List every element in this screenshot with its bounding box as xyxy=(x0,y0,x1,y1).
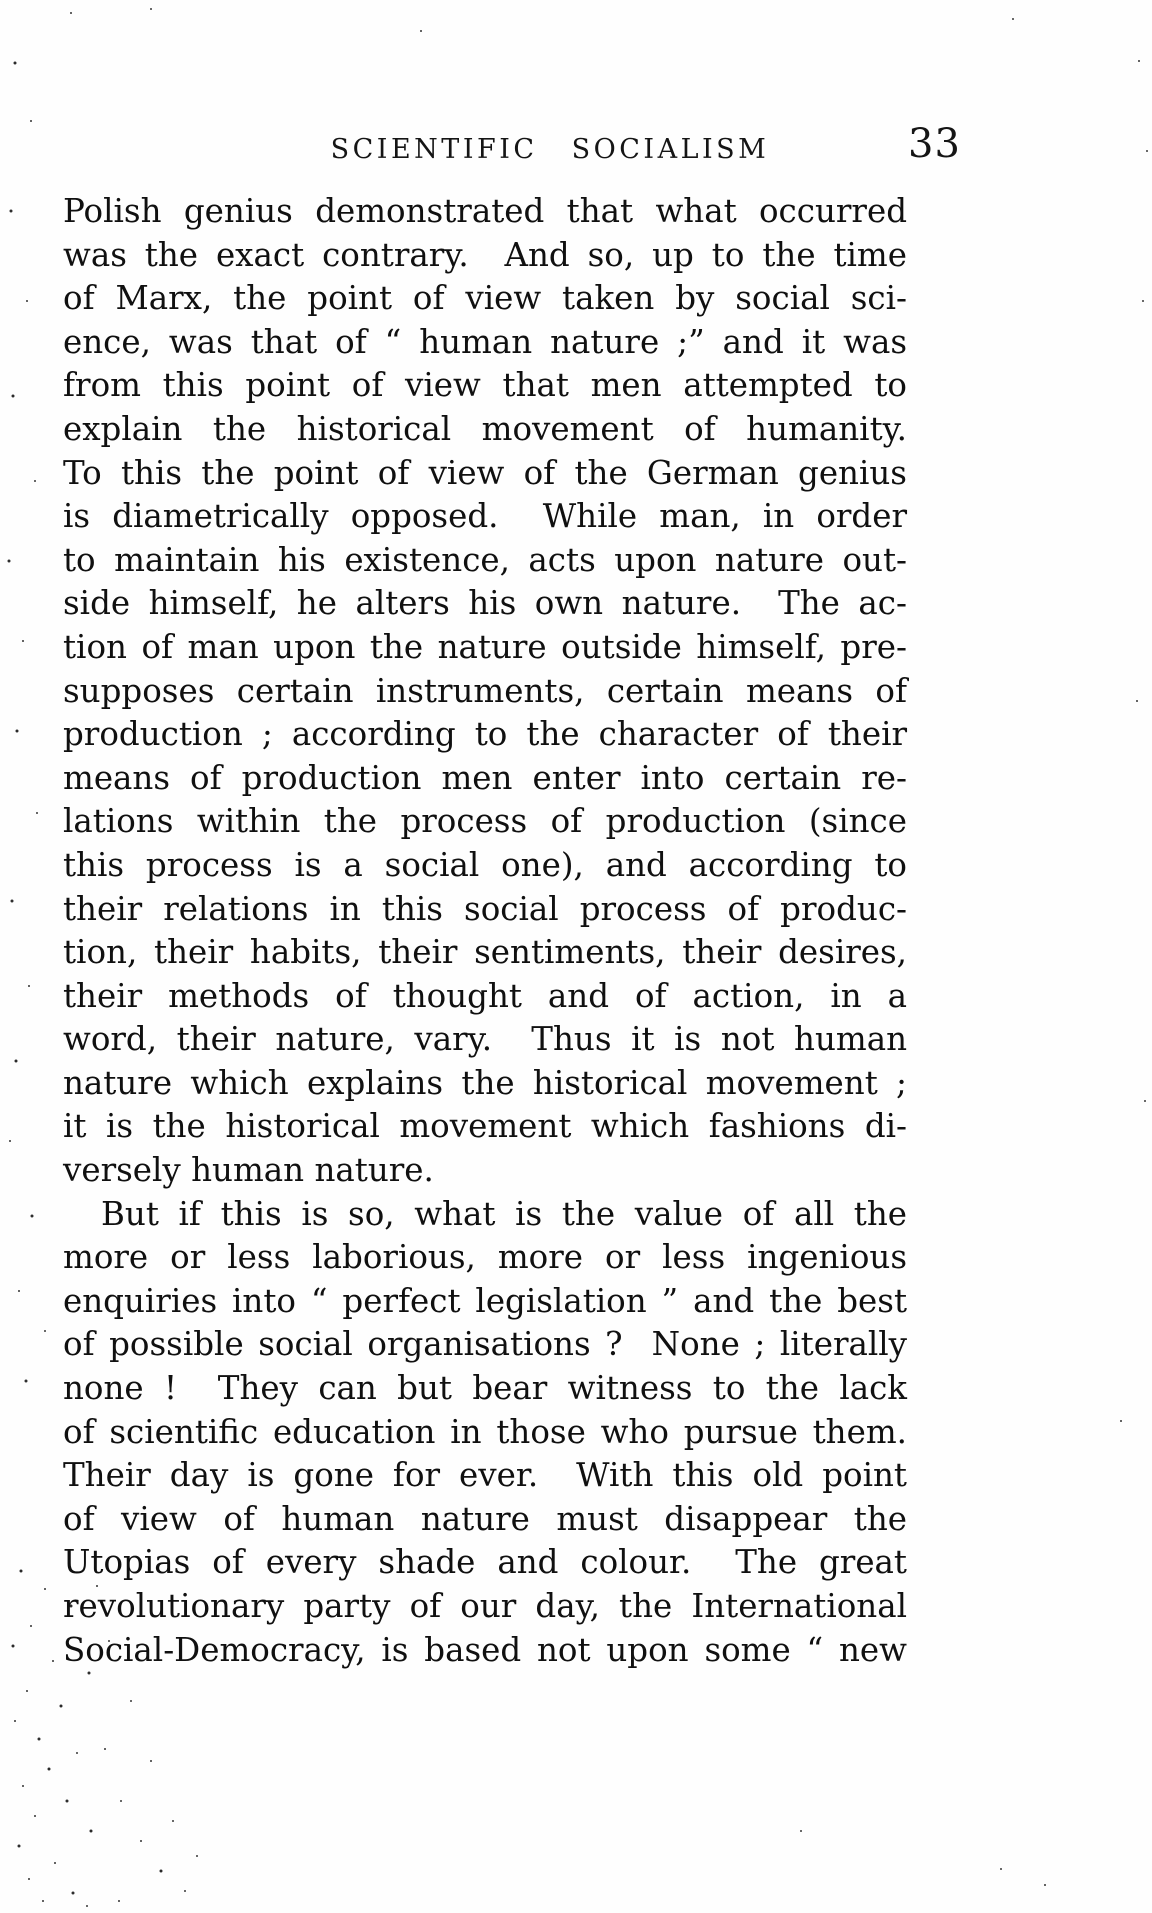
text-line: Utopias of every shade and colour. The great xyxy=(63,1543,907,1582)
text-line: side himself, he alters his own nature. The ac- xyxy=(63,584,907,623)
text-line: tion of man upon the nature outside himself, pre- xyxy=(63,627,907,666)
text-line: tion, their habits, their sentiments, their desires, xyxy=(63,933,907,972)
text-line: Their day is gone for ever. With this old point xyxy=(63,1456,907,1495)
text-line: this process is a social one), and according to xyxy=(63,845,907,884)
text-line: means of production men enter into certain re- xyxy=(63,758,907,797)
text-line: their relations in this social process of produc- xyxy=(63,889,907,928)
scan-noise-speckles xyxy=(0,0,2,2)
text-line: of scientific education in those who pursue them. xyxy=(63,1412,907,1451)
text-line: To this the point of view of the German genius xyxy=(63,453,907,492)
text-line: to maintain his existence, acts upon nature out- xyxy=(63,540,907,579)
text-line: lations within the process of production (since xyxy=(63,802,907,841)
text-line: from this point of view that men attempted to xyxy=(63,366,907,405)
page-title: SCIENTIFIC SOCIALISM xyxy=(330,134,770,165)
paragraph xyxy=(63,190,907,1193)
text-line: Polish genius demonstrated that what occurred xyxy=(63,192,907,230)
text-line: supposes certain instruments, certain means of xyxy=(63,671,907,710)
text-line: nature which explains the historical movement ; xyxy=(63,1063,907,1102)
text-line: Social-Democracy, is based not upon some “ new xyxy=(63,1630,907,1669)
text-line: more or less laborious, more or less ingenious xyxy=(63,1238,907,1277)
text-line: production ; according to the character of their xyxy=(63,715,907,754)
text-line: was the exact contrary. And so, up to the time xyxy=(63,235,907,274)
text-line: is diametrically opposed. While man, in order xyxy=(63,497,907,536)
text-line: word, their nature, vary. Thus it is not human xyxy=(63,1020,907,1059)
text-line: But if this is so, what is the value of all the xyxy=(101,1194,907,1233)
paragraph xyxy=(63,1193,907,1673)
text-line: their methods of thought and of action, in a xyxy=(63,976,907,1015)
text-line: enquiries into “ perfect legislation ” and the best xyxy=(63,1281,907,1320)
text-line: revolutionary party of our day, the International xyxy=(63,1587,907,1625)
text-line: explain the historical movement of humanity. xyxy=(63,409,907,448)
text-line: it is the historical movement which fashions di- xyxy=(63,1107,907,1146)
text-line: none ! They can but bear witness to the lack xyxy=(63,1369,907,1408)
page-body xyxy=(63,190,907,1672)
text-line: versely human nature. xyxy=(63,1151,434,1190)
text-line: ence, was that of “ human nature ;” and it was xyxy=(63,322,907,361)
page-number: 33 xyxy=(908,121,961,167)
text-line: of Marx, the point of view taken by social sci- xyxy=(63,279,907,318)
text-line: of view of human nature must disappear the xyxy=(63,1499,907,1538)
text-line: of possible social organisations ? None ; literally xyxy=(63,1325,907,1364)
